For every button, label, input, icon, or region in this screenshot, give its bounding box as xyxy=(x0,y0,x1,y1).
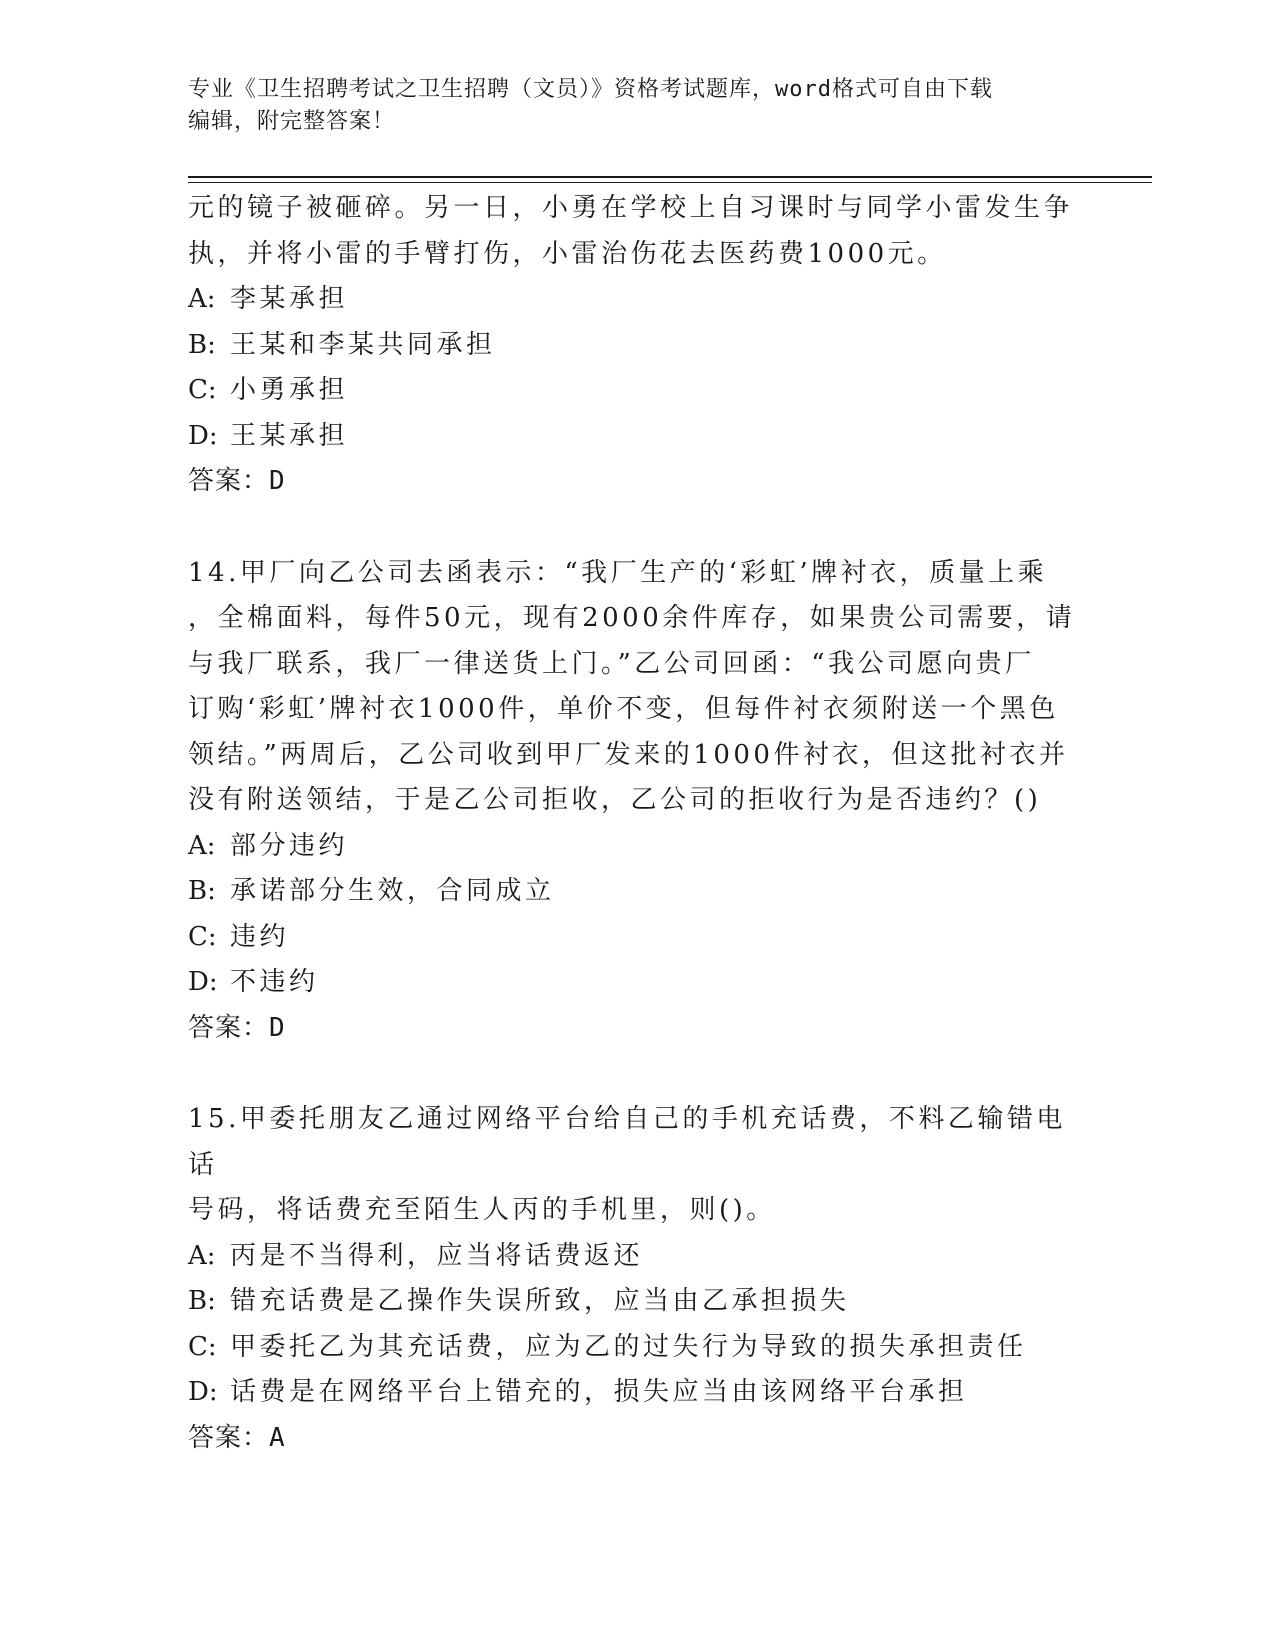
option-text: 丙是不当得利，应当将话费返还 xyxy=(230,1240,644,1271)
option-key: A: xyxy=(188,1240,216,1271)
option-key: B: xyxy=(188,1286,216,1316)
question-13 xyxy=(188,186,1088,505)
question-14-text-line-5: 领结。”两周后，乙公司收到甲厂发来的1000件衬衣，但这批衬衣并 xyxy=(188,739,1069,770)
answer-label: 答案： xyxy=(188,1012,270,1043)
question-14-option-b xyxy=(188,869,1088,915)
question-14-text-line-6: 没有附送领结，于是乙公司拒收，乙公司的拒收行为是否违约？() xyxy=(188,785,1042,815)
option-text: 违约 xyxy=(230,921,290,952)
option-key: A: xyxy=(188,830,216,861)
question-15 xyxy=(188,1097,1088,1461)
answer-value: D xyxy=(269,466,286,496)
option-text: 王某和李某共同承担 xyxy=(230,329,496,360)
question-14-text-line-2: ，全棉面料，每件50元，现有2000余件库存，如果贵公司需要，请 xyxy=(188,603,1076,633)
question-15-option-a xyxy=(188,1234,1088,1280)
option-key: D: xyxy=(188,420,218,451)
question-14-text-line-4: 订购‘彩虹’牌衬衣1000件，单价不变，但每件衬衣须附送一个黑色 xyxy=(188,694,1059,724)
option-key: A: xyxy=(188,284,216,314)
option-text: 部分违约 xyxy=(230,830,349,861)
option-text: 王某承担 xyxy=(230,420,349,451)
option-key: B: xyxy=(188,329,216,360)
option-key: C: xyxy=(188,1331,217,1362)
answer-label: 答案： xyxy=(188,466,270,496)
option-key: B: xyxy=(188,876,216,906)
question-14 xyxy=(188,551,1088,1052)
header-line-1: 专业《卫生招聘考试之卫生招聘（文员）》资格考试题库，word格式可自由下载 xyxy=(188,77,993,102)
option-text: 承诺部分生效，合同成立 xyxy=(230,876,555,906)
question-14-option-c xyxy=(188,915,1088,961)
question-15-text-line-1: 15.甲委托朋友乙通过网络平台给自己的手机充话费，不料乙输错电话 xyxy=(188,1104,1066,1180)
option-text: 话费是在网络平台上错充的，损失应当由该网络平台承担 xyxy=(230,1377,968,1407)
question-15-option-d xyxy=(188,1370,1088,1416)
question-14-text-line-3: 与我厂联系，我厂一律送货上门。”乙公司回函：“我公司愿向贵厂 xyxy=(188,648,1035,679)
question-13-text-line-2: 执，并将小雷的手臂打伤，小雷治伤花去医药费1000元。 xyxy=(188,238,947,269)
answer-label: 答案： xyxy=(188,1422,270,1453)
question-14-option-a xyxy=(188,824,1088,870)
question-13-option-c xyxy=(188,368,1088,414)
option-key: C: xyxy=(188,921,217,952)
option-text: 不违约 xyxy=(230,967,319,997)
question-13-option-a xyxy=(188,277,1088,323)
question-15-text-line-2: 号码，将话费充至陌生人丙的手机里，则()。 xyxy=(188,1195,776,1225)
question-13-answer xyxy=(188,459,1088,505)
option-key: D: xyxy=(188,967,218,997)
question-14-answer xyxy=(188,1006,1088,1052)
question-13-text-line-1: 元的镜子被砸碎。另一日，小勇在学校上自习课时与同学小雷发生争 xyxy=(188,193,1074,223)
option-text: 甲委托乙为其充话费，应为乙的过失行为导致的损失承担责任 xyxy=(230,1331,1027,1362)
header-rule-thin xyxy=(188,182,1152,183)
answer-value: D xyxy=(269,1012,286,1043)
option-text: 李某承担 xyxy=(230,284,349,314)
answer-value: A xyxy=(269,1422,286,1453)
question-14-text-line-1: 14.甲厂向乙公司去函表示：“我厂生产的‘彩虹’牌衬衣，质量上乘 xyxy=(188,557,1048,588)
question-14-option-d xyxy=(188,960,1088,1006)
question-13-option-b xyxy=(188,323,1088,369)
question-15-option-c xyxy=(188,1325,1088,1371)
question-15-answer xyxy=(188,1416,1088,1462)
page-content xyxy=(188,186,1088,1461)
option-key: D: xyxy=(188,1377,218,1407)
question-15-option-b xyxy=(188,1279,1088,1325)
page-header xyxy=(188,74,1088,138)
option-text: 错充话费是乙操作失误所致，应当由乙承担损失 xyxy=(230,1286,850,1316)
question-13-option-d xyxy=(188,414,1088,460)
option-key: C: xyxy=(188,375,217,405)
option-text: 小勇承担 xyxy=(230,375,349,405)
header-line-2: 编辑，附完整答案！ xyxy=(188,109,396,134)
header-rule-thick xyxy=(188,176,1152,178)
